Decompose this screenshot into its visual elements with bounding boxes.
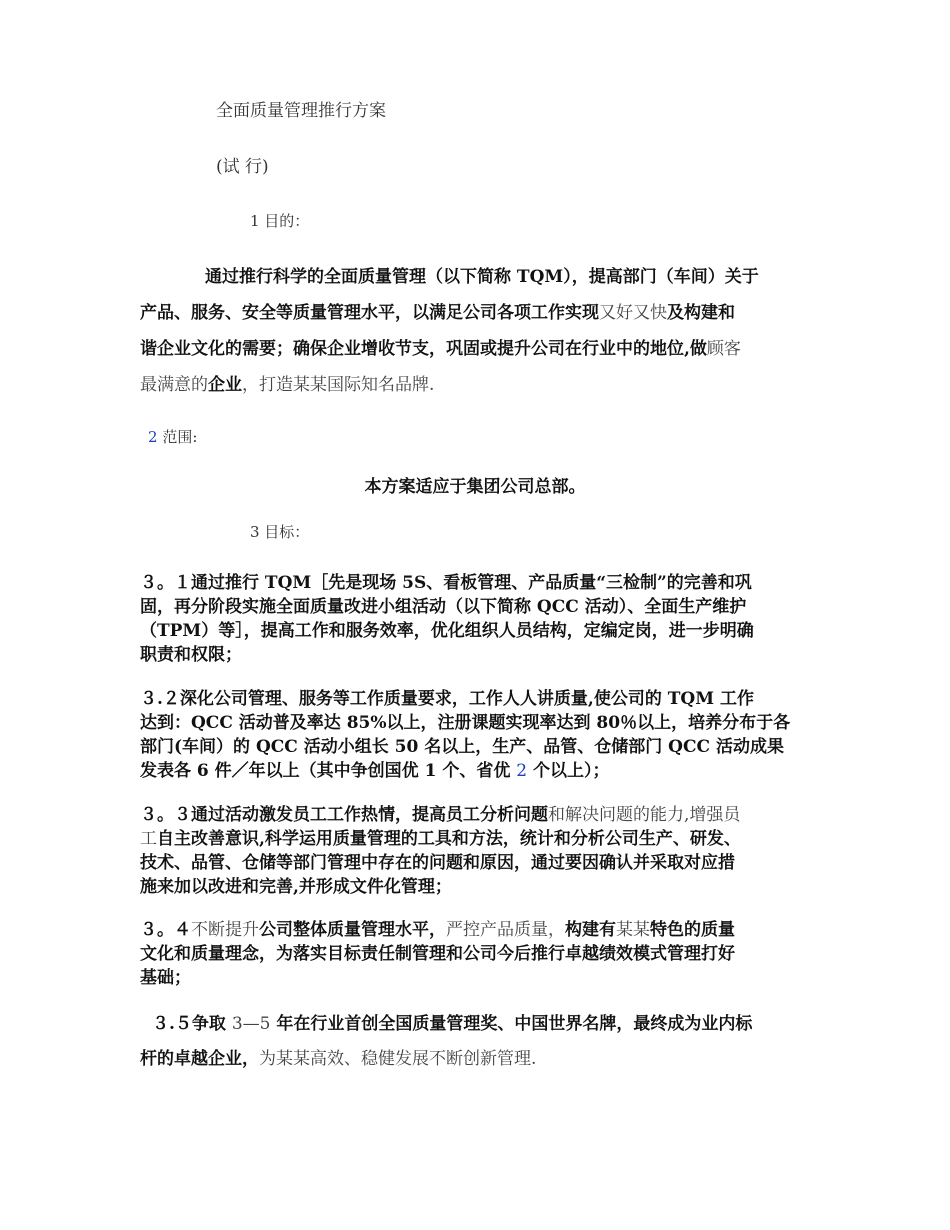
section-heading-scope: [148, 426, 197, 447]
goal-2-line-3: 部门(车间）的 QCC 活动小组长 50 名以上，生产、品管、仓储部门 QCC 活动成果: [140, 737, 784, 757]
document-title: 全面质量管理推行方案: [216, 101, 386, 121]
document-trial-note: (试 行): [216, 157, 269, 177]
purpose-line-3-a: 谐企业文化的需要；确保企业增收节支，巩固或提升公司在行业中的地位,做: [140, 339, 707, 359]
goal-4-line-1-b: 不断提升: [191, 920, 259, 940]
purpose-line-1: 通过推行科学的全面质量管理（以下简称 TQM），提高部门（车间）关于: [205, 267, 759, 287]
section-heading-purpose: 1 目的：: [250, 212, 310, 230]
goal-4-line-1-c: 公司整体质量管理水平，: [259, 920, 446, 940]
goal-paragraph-1: [140, 571, 754, 667]
goal-1-line-4: 职责和权限；: [140, 645, 242, 665]
goal-1-line-1: ３。１通过推行 TQM［先是现场 5S、看板管理、产品质量“三检制”的完善和巩: [140, 573, 752, 593]
goal-4-line-1-g: 特色的质量: [650, 920, 735, 940]
goal-5-line-1-c: 年在行业首创全国质量管理奖、中国世界名牌，最终成为业内标: [270, 1014, 753, 1034]
purpose-line-4-c: ，打造某某国际知名品牌.: [242, 375, 435, 395]
goal-paragraph-3: [140, 803, 741, 899]
goal-2-line-4-a: 发表各 6 件／年以上（其中争创国优 1 个、省优: [140, 761, 517, 781]
goal-3-line-1-b: 和解决问题的能力,增强员: [548, 805, 741, 825]
purpose-line-4-a: 最满意的: [140, 375, 208, 395]
section-label-scope: 范围:: [162, 428, 198, 446]
goal-4-line-3: 基础；: [140, 968, 191, 988]
goal-3-line-2-b: 自主改善意识,科学运用质量管理的工具和方法，统计和分析公司生产、研发、: [157, 829, 741, 849]
purpose-line-2-c: 及构建和: [667, 303, 735, 323]
goal-4-line-1-f: 某某: [616, 920, 650, 940]
goal-4-line-1: [140, 918, 735, 942]
purpose-line-2-b: 又好又快: [599, 303, 667, 323]
goal-3-line-2-a: 工: [140, 829, 157, 849]
section-number-scope: 2: [148, 428, 158, 446]
goal-4-line-1-a: ３。４: [140, 920, 191, 940]
goal-paragraph-4: [140, 918, 735, 990]
goal-3-line-1-a: ３。３通过活动激发员工工作热情，提高员工分析问题: [140, 805, 548, 825]
purpose-line-3-b: 顾客: [706, 339, 741, 359]
goal-2-line-1: ３.２深化公司管理、服务等工作质量要求，工作人人讲质量,使公司的 TQM 工作: [140, 689, 754, 709]
goal-1-line-3: （TPM）等］，提高工作和服务效率，优化组织人员结构，定编定岗，进一步明确: [140, 621, 754, 641]
goal-3-line-1: [140, 803, 741, 827]
goal-2-line-4-b: 2: [516, 761, 528, 781]
goal-5-line-2-a: 杆的卓越企业，: [140, 1049, 259, 1069]
goal-5-line-2: [140, 1042, 752, 1077]
purpose-line-3: [140, 331, 759, 367]
goal-2-line-4: [140, 759, 790, 783]
goal-5-line-1-a: ３.５争取: [152, 1014, 232, 1034]
goal-1-line-2: 固，再分阶段实施全面质量改进小组活动（以下简称 QCC 活动）、全面生产维护: [140, 597, 747, 617]
goal-4-line-2: 文化和质量理念，为落实目标责任制管理和公司今后推行卓越绩效模式管理打好: [140, 944, 735, 964]
goal-paragraph-2: [140, 687, 790, 783]
purpose-line-2: [140, 295, 759, 331]
scope-statement: 本方案适应于集团公司总部。: [364, 477, 586, 497]
purpose-line-2-a: 产品、服务、安全等质量管理水平，以满足公司各项工作实现: [140, 303, 599, 323]
goal-2-line-2: 达到：QCC 活动普及率达 85%以上，注册课题实现率达到 80％以上，培养分布于各: [140, 713, 791, 733]
goal-5-line-1-b: 3—5: [231, 1014, 271, 1034]
goal-5-line-1: [140, 1007, 752, 1042]
goal-3-line-2: [140, 827, 741, 851]
goal-3-line-3: 技术、品管、仓储等部门管理中存在的问题和原因，通过要因确认并采取对应措: [140, 853, 735, 873]
purpose-line-4: [140, 367, 759, 403]
purpose-line-4-b: 企业: [208, 375, 242, 395]
goal-5-line-2-b: 为某某高效、稳健发展不断创新管理.: [259, 1049, 537, 1069]
goal-paragraph-5: [140, 1007, 752, 1077]
goal-4-line-1-d: 严控产品质量，: [446, 920, 565, 940]
section-heading-goals: 3 目标：: [250, 523, 310, 541]
goal-3-line-4: 施来加以改进和完善,并形成文件化管理；: [140, 877, 452, 897]
purpose-paragraph: [140, 259, 759, 403]
goal-2-line-4-c: 个以上）；: [527, 761, 610, 781]
goal-4-line-1-e: 构建有: [565, 920, 616, 940]
